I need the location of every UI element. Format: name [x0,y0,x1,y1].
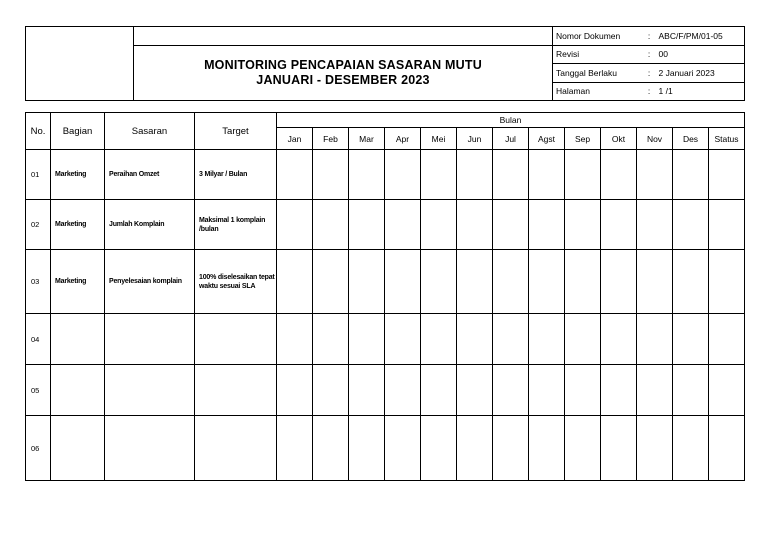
sasaran-cell [105,365,195,416]
bagian-cell [51,314,105,365]
meta-label: Halaman [553,82,644,101]
month-cell [673,314,709,365]
month-cell [673,200,709,250]
month-cell [565,200,601,250]
target-cell: Maksimal 1 komplain /bulan [195,200,277,250]
month-cell [277,150,313,200]
bagian-cell: Marketing [51,250,105,314]
target-cell [195,314,277,365]
month-cell [421,416,457,481]
month-cell [349,365,385,416]
row-number: 01 [26,150,51,200]
month-header: Des [673,128,709,150]
month-header: Nov [637,128,673,150]
month-cell [673,365,709,416]
title-line-1: MONITORING PENCAPAIAN SASARAN MUTU [204,57,482,72]
month-header: Agst [529,128,565,150]
month-cell [313,416,349,481]
month-cell [529,365,565,416]
month-cell [529,150,565,200]
month-cell [421,200,457,250]
month-cell [709,150,745,200]
table-row [26,150,745,200]
header-bulan: Bulan [277,113,745,128]
header-no: No. [26,113,51,150]
bagian-cell: Marketing [51,150,105,200]
month-cell [637,365,673,416]
month-cell [637,200,673,250]
month-cell [349,416,385,481]
month-cell [277,416,313,481]
month-cell [457,250,493,314]
meta-value: ABC/F/PM/01-05 [655,27,745,46]
month-cell [637,150,673,200]
month-cell [673,416,709,481]
month-header: Sep [565,128,601,150]
month-cell [349,150,385,200]
month-cell [313,314,349,365]
month-cell [709,365,745,416]
month-cell [637,314,673,365]
month-header: Mar [349,128,385,150]
month-cell [421,365,457,416]
month-cell [313,150,349,200]
month-cell [313,250,349,314]
month-cell [601,365,637,416]
month-cell [529,250,565,314]
sasaran-cell [105,416,195,481]
month-cell [457,200,493,250]
month-cell [421,150,457,200]
meta-label: Revisi [553,45,644,64]
logo-area [26,27,134,101]
month-cell [529,416,565,481]
month-cell [421,314,457,365]
month-cell [385,200,421,250]
meta-sep: : [644,45,655,64]
month-header: Mei [421,128,457,150]
month-cell [385,416,421,481]
month-cell [313,200,349,250]
month-cell [601,314,637,365]
month-header: Jun [457,128,493,150]
document-title [134,45,553,101]
meta-label: Tanggal Berlaku [553,64,644,83]
month-cell [601,416,637,481]
month-cell [349,200,385,250]
bagian-cell: Marketing [51,200,105,250]
month-cell [709,416,745,481]
month-cell [709,250,745,314]
table-row [26,200,745,250]
meta-sep: : [644,64,655,83]
month-cell [349,250,385,314]
target-cell: 100% diselesaikan tepat waktu sesuai SLA [195,250,277,314]
month-cell [277,314,313,365]
month-cell [529,200,565,250]
month-header: Okt [601,128,637,150]
month-cell [493,314,529,365]
month-header: Jan [277,128,313,150]
month-cell [673,250,709,314]
month-cell [277,200,313,250]
sasaran-cell: Penyelesaian komplain [105,250,195,314]
month-cell [709,200,745,250]
month-cell [601,200,637,250]
month-cell [673,150,709,200]
month-header: Apr [385,128,421,150]
target-cell [195,365,277,416]
row-number: 04 [26,314,51,365]
bagian-cell [51,416,105,481]
month-cell [493,365,529,416]
month-cell [565,365,601,416]
month-cell [493,416,529,481]
document-header [25,26,745,101]
month-cell [457,150,493,200]
month-cell [601,250,637,314]
month-cell [457,314,493,365]
month-header: Jul [493,128,529,150]
month-cell [601,150,637,200]
table-row [26,416,745,481]
month-header: Feb [313,128,349,150]
month-cell [385,150,421,200]
meta-label: Nomor Dokumen [553,27,644,46]
title-line-2: JANUARI - DESEMBER 2023 [256,72,430,87]
month-cell [349,314,385,365]
month-cell [709,314,745,365]
table-row [26,314,745,365]
meta-value: 00 [655,45,745,64]
meta-value: 2 Januari 2023 [655,64,745,83]
month-cell [529,314,565,365]
month-cell [565,314,601,365]
header-target: Target [195,113,277,150]
month-cell [565,150,601,200]
sasaran-cell: Jumlah Komplain [105,200,195,250]
month-cell [385,365,421,416]
month-cell [493,150,529,200]
row-number: 03 [26,250,51,314]
row-number: 02 [26,200,51,250]
table-row [26,365,745,416]
month-cell [277,365,313,416]
month-cell [493,200,529,250]
monitoring-table [25,112,745,481]
meta-value: 1 /1 [655,82,745,101]
month-cell [565,416,601,481]
month-cell [457,416,493,481]
target-cell [195,416,277,481]
month-cell [277,250,313,314]
month-cell [421,250,457,314]
target-cell: 3 Milyar / Bulan [195,150,277,200]
meta-sep: : [644,27,655,46]
bagian-cell [51,365,105,416]
row-number: 05 [26,365,51,416]
title-top-cell [134,27,553,46]
header-bagian: Bagian [51,113,105,150]
month-cell [313,365,349,416]
month-cell [457,365,493,416]
month-header: Status [709,128,745,150]
sasaran-cell [105,314,195,365]
header-sasaran: Sasaran [105,113,195,150]
month-cell [385,314,421,365]
month-cell [637,250,673,314]
meta-sep: : [644,82,655,101]
month-cell [565,250,601,314]
month-cell [385,250,421,314]
month-cell [493,250,529,314]
month-cell [637,416,673,481]
table-row [26,250,745,314]
row-number: 06 [26,416,51,481]
sasaran-cell: Peraihan Omzet [105,150,195,200]
